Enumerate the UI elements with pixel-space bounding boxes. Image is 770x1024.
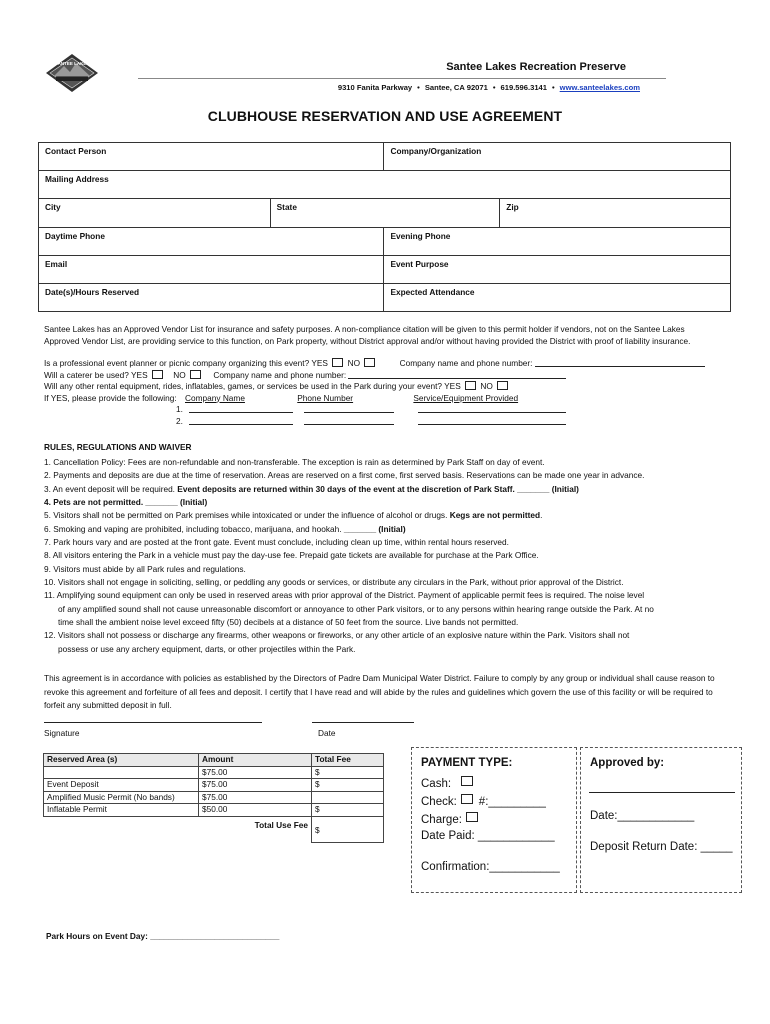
rule-item: 4. Pets are not permitted. _______ (Initial) [44, 497, 208, 508]
rental-no-checkbox[interactable] [497, 381, 508, 390]
rule-item [44, 509, 744, 522]
rule-text-bold: _______ (Initial) [343, 523, 406, 534]
rule-item: 12. Visitors shall not possess or discharge any firearms, other weapons or fireworks, or any other article of an explosive nature within the Park. Visitors shall not [44, 630, 630, 641]
agreement-line: revoke this agreement and forfeiture of all fees and deposit. I certify that I have read and will abide by the rules and guidelines which govern the use of this facility or will be required to [44, 686, 713, 697]
fee-area: Event Deposit [44, 779, 199, 792]
header-rule [138, 78, 666, 79]
street-address: 9310 Fanita Parkway [337, 83, 413, 92]
caterer-question: Will a caterer be used? YES [44, 369, 148, 380]
payment-type-title: PAYMENT TYPE: [421, 757, 513, 769]
rule-item-cont: possess or use any archery equipment, darts, or other projectiles within the Park. [58, 643, 356, 654]
no-label: NO [347, 358, 361, 368]
payment-type-box [411, 747, 577, 893]
rule-item: 1. Cancellation Policy: Fees are non-refundable and non-transferable. The exception is rain as determined by Park Staff on day of event. [44, 457, 545, 467]
confirmation-field[interactable]: Confirmation:___________ [421, 861, 560, 873]
check-label: Check: [421, 796, 457, 808]
org-address [140, 83, 640, 92]
separator: • [417, 83, 420, 92]
vendor-notice [44, 323, 734, 347]
if-yes-label: If YES, please provide the following: [44, 392, 177, 403]
vendor-service-input[interactable] [418, 416, 566, 425]
approved-by-title: Approved by: [590, 757, 665, 769]
approved-by-line[interactable] [589, 792, 735, 793]
planner-question: Is a professional event planner or picnic company organizing this event? YES [44, 358, 328, 368]
signature-line[interactable] [44, 722, 262, 723]
rule-text: 6. Smoking and vaping are prohibited, including tobacco, marijuana, and hookah. [44, 523, 344, 534]
company-phone-label: Company name and phone number: [213, 369, 347, 380]
charge-checkbox[interactable] [466, 812, 478, 822]
vendor-company-input[interactable] [189, 416, 293, 425]
col-company-name: Company Name [185, 392, 245, 403]
rule-item [44, 483, 744, 496]
date-label: Date [318, 728, 336, 738]
city-address: Santee, CA 92071 [424, 83, 488, 92]
rule-item: 8. All visitors entering the Park in a vehicle must pay the day-use fee. Prepaid gate tickets are available for purchase at the Park Office. [44, 550, 539, 561]
fee-area: Inflatable Permit [44, 804, 199, 817]
rules-heading: RULES, REGULATIONS AND WAIVER [44, 442, 192, 452]
separator: • [551, 83, 555, 92]
fees-table [43, 753, 384, 843]
rental-question: Will any other rental equipment, rides, inflatables, games, or services be used in the Park during your event? YES [44, 381, 461, 391]
vendor-questions [44, 358, 734, 427]
rule-item: 7. Park hours vary and are posted at the front gate. Event must conclude, including clean up time, within rental hours reserved. [44, 537, 509, 548]
fee-total[interactable] [312, 791, 384, 804]
planner-yes-checkbox[interactable] [332, 358, 343, 367]
zip-field[interactable]: Zip [500, 199, 731, 227]
rule-item: 9. Visitors must abide by all Park rules and regulations. [44, 563, 246, 574]
rule-item [44, 523, 744, 536]
company-phone-label: Company name and phone number: [399, 358, 533, 368]
fee-amount: $75.00 [199, 766, 312, 779]
rule-item: 2. Payments and deposits are due at the time of reservation. Areas are reserved on a first come, first served basis. Reservations can be made one year in advance. [44, 470, 645, 481]
signature-label: Signature [44, 728, 80, 738]
total-use-fee-value[interactable]: $ [312, 816, 384, 842]
park-hours-field[interactable]: Park Hours on Event Day: ____________________________ [46, 931, 280, 941]
check-option [421, 794, 546, 808]
date-paid-field[interactable]: Date Paid: ____________ [421, 830, 555, 842]
total-use-fee-label: Total Use Fee [199, 816, 312, 842]
planner-no-checkbox[interactable] [364, 358, 375, 367]
city-field[interactable]: City [39, 199, 271, 227]
fee-total[interactable]: $ [312, 804, 384, 817]
row-number: 2. [176, 415, 183, 426]
agreement-text [44, 672, 754, 713]
contact-info-table [38, 142, 731, 312]
vendor-company-input[interactable] [189, 404, 293, 413]
charge-label: Charge: [421, 814, 462, 826]
agreement-line: forfeit any submitted deposit in full. [44, 700, 172, 710]
daytime-phone-field[interactable]: Daytime Phone [39, 227, 384, 255]
rules-list [44, 456, 744, 656]
col-phone-number: Phone Number [297, 392, 354, 403]
logo-text: SANTEE LAKES [54, 61, 90, 66]
rule-text-bold: Kegs are not permitted [449, 510, 541, 521]
fee-total[interactable]: $ [312, 766, 384, 779]
col-amount: Amount [199, 754, 312, 767]
vendor-notice-line: Approved Vendor List, are providing service to this function, on Park property, without District approval and/or without having provided the District with proof of liability insurance. [44, 336, 691, 346]
company-field[interactable]: Company/Organization [384, 143, 731, 171]
expected-attendance-field[interactable]: Expected Attendance [384, 283, 731, 311]
rule-item: 10. Visitors shall not engage in soliciting, selling, or peddling any goods or services, or distribute any circulars in the Park, without prior approval of the District. [44, 577, 624, 588]
cash-checkbox[interactable] [461, 776, 473, 786]
fee-area: Amplified Music Permit (No bands) [44, 791, 199, 804]
vendor-service-input[interactable] [418, 404, 566, 413]
cash-option [421, 776, 473, 790]
contact-person-field[interactable]: Contact Person [39, 143, 384, 171]
evening-phone-field[interactable]: Evening Phone [384, 227, 731, 255]
caterer-yes-checkbox[interactable] [152, 370, 163, 379]
mailing-address-field[interactable]: Mailing Address [39, 171, 731, 199]
vendor-phone-input[interactable] [304, 416, 394, 425]
cash-label: Cash: [421, 778, 452, 790]
dates-hours-field[interactable]: Date(s)/Hours Reserved [39, 283, 384, 311]
rule-text-bold: Event deposits are returned within 30 days of the event at the discretion of Park Staff. _______ (Initial) [177, 483, 579, 494]
fee-amount: $50.00 [199, 804, 312, 817]
fee-area[interactable] [44, 766, 199, 779]
rule-item: 11. Amplifying sound equipment can only be used in reserved areas with prior approval of the District. Payment of applicable permit fees is required. The noise level [44, 590, 645, 601]
org-name: Santee Lakes Recreation Preserve [446, 61, 626, 73]
no-label: NO [480, 381, 493, 391]
caterer-no-checkbox[interactable] [190, 370, 201, 379]
agreement-line: This agreement is in accordance with policies as established by the Directors of Padre Dam Municipal Water District. Failure to comply by any group or individual shall cause reason to [44, 673, 715, 683]
col-reserved-area: Reserved Area (s) [44, 754, 199, 767]
fee-amount: $75.00 [199, 779, 312, 792]
rule-text: . [540, 510, 543, 521]
check-checkbox[interactable] [461, 794, 473, 804]
approval-date-field[interactable]: Date:____________ [590, 810, 695, 822]
fee-total[interactable]: $ [312, 779, 384, 792]
rule-item-cont: time shall the ambient noise level exceed fifty (50) decibels at a distance of 50 feet from the source. Live bands not permitted. [58, 617, 519, 628]
separator: • [492, 83, 496, 92]
charge-option [421, 812, 478, 826]
check-number[interactable]: #:_________ [478, 796, 546, 808]
vendor-phone-input[interactable] [304, 404, 394, 413]
col-total-fee: Total Fee [312, 754, 384, 767]
page-title: CLUBHOUSE RESERVATION AND USE AGREEMENT [207, 108, 563, 124]
santee-lakes-logo [44, 52, 100, 94]
rule-item-cont: of any amplified sound shall not cause unreasonable discomfort or annoyance to other Park visitors, or to any persons within hearing range outside the Park. At no [58, 603, 654, 614]
website-link[interactable]: www.santeelakes.com [559, 83, 640, 92]
date-line[interactable] [312, 722, 414, 723]
deposit-return-date-field[interactable]: Deposit Return Date: _____ [590, 841, 733, 853]
col-service: Service/Equipment Provided [413, 392, 519, 403]
planner-company-input[interactable] [535, 358, 705, 367]
email-field[interactable]: Email [39, 255, 384, 283]
rule-text: 5. Visitors shall not be permitted on Park premises while intoxicated or under the influence of alcohol or drugs. [44, 510, 450, 521]
vendor-notice-line: Santee Lakes has an Approved Vendor List for insurance and safety purposes. A non-compliance citation will be given to this permit holder if vendors, not on the Santee Lakes [44, 324, 685, 334]
org-phone: 619.596.3141 [500, 83, 547, 92]
event-purpose-field[interactable]: Event Purpose [384, 255, 731, 283]
state-field[interactable]: State [270, 199, 500, 227]
approval-box [580, 747, 742, 893]
row-number: 1. [176, 404, 183, 414]
no-label: NO [173, 369, 186, 380]
fee-amount: $75.00 [199, 791, 312, 804]
caterer-company-input[interactable] [348, 370, 566, 379]
rental-yes-checkbox[interactable] [465, 381, 476, 390]
rule-text: 3. An event deposit will be required. [44, 483, 178, 494]
